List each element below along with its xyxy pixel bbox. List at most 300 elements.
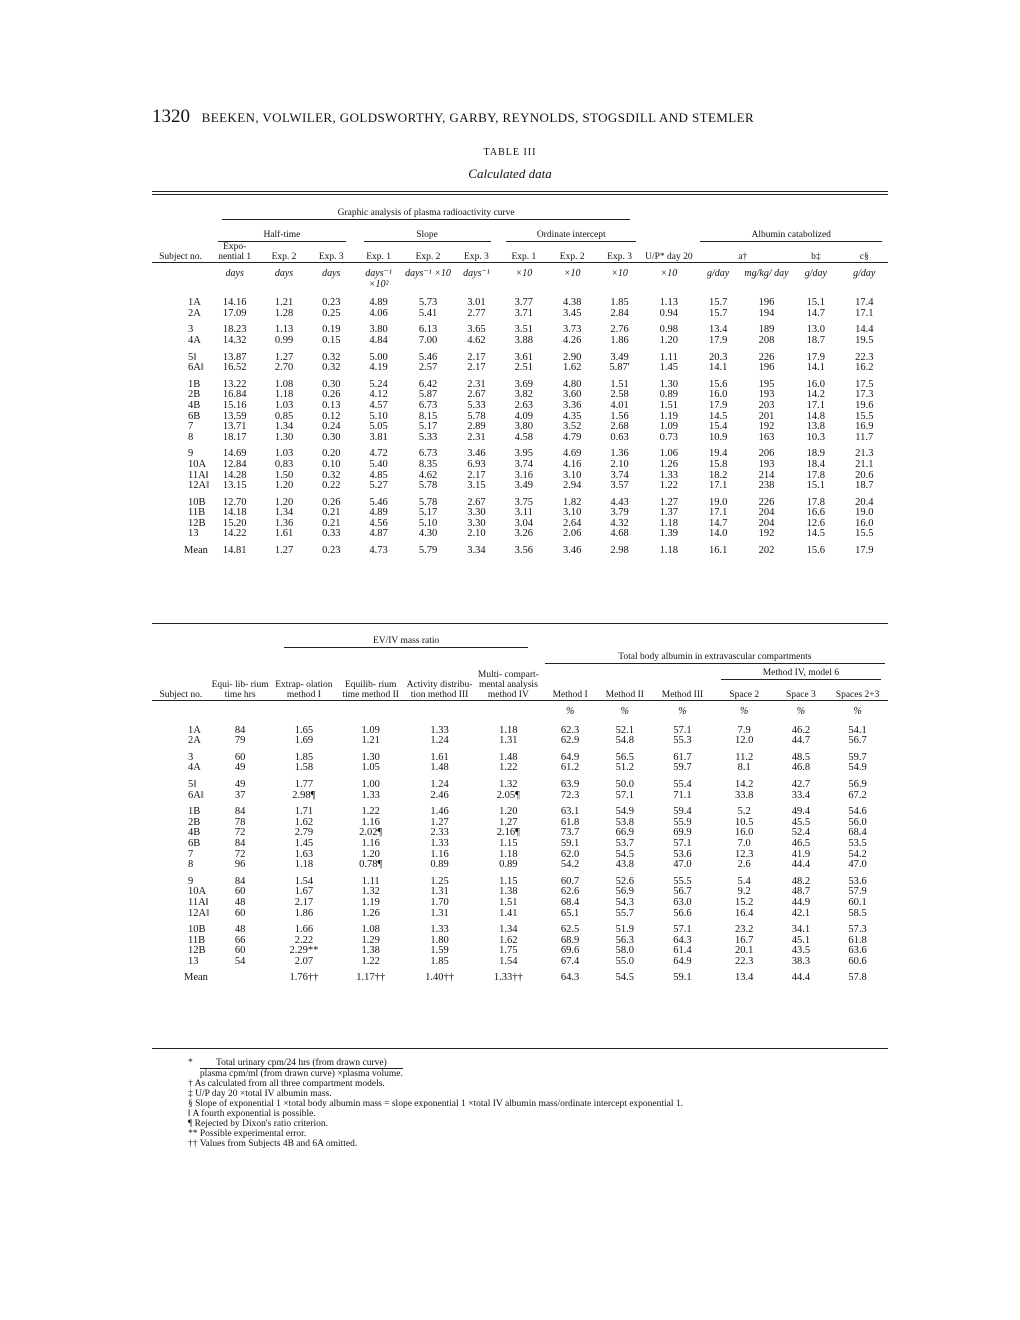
value-cell: 8.35	[418, 458, 438, 470]
value-cell: 1.80	[430, 934, 449, 946]
value-cell: 1.21	[274, 297, 294, 309]
value-cell: 66	[234, 934, 246, 946]
col-space-3: Space 3	[785, 690, 816, 700]
value-cell: 14.2	[735, 778, 754, 790]
value-cell: 57.1	[673, 924, 692, 936]
plasma-curve-body	[152, 263, 888, 557]
subject-cell: 10B	[188, 496, 206, 508]
value-cell: 60	[234, 751, 246, 763]
value-cell: 1.36	[274, 517, 294, 529]
value-cell: 13.22	[222, 378, 247, 390]
value-cell: 58.0	[615, 945, 634, 957]
subject-cell: 11B	[188, 934, 206, 946]
col-activity-distribution: Activity distribu- tion method III	[406, 680, 473, 700]
value-cell: 4.38	[563, 297, 582, 309]
value-cell: 1.34	[499, 924, 518, 936]
subject-cell: 6B	[188, 837, 201, 849]
value-cell: 33.8	[735, 789, 754, 801]
value-cell: 5.46	[369, 496, 388, 508]
value-cell: 21.1	[855, 458, 874, 470]
value-cell: 21.3	[855, 448, 874, 460]
value-cell: 4.09	[514, 410, 534, 422]
unit-cell: g/day	[804, 268, 827, 279]
col-method-1: Method I	[552, 690, 588, 700]
table-row	[152, 336, 888, 347]
value-cell: 6.42	[418, 378, 438, 390]
value-cell: 1.15	[499, 837, 518, 849]
value-cell: 3.81	[369, 431, 388, 443]
subject-cell: 11A‖	[188, 896, 209, 908]
value-cell: 48.5	[791, 751, 811, 763]
table-row	[152, 481, 888, 492]
subject-cell: 1B	[188, 378, 201, 390]
value-cell: 15.5	[855, 410, 874, 422]
value-cell: 61.4	[673, 945, 692, 957]
value-cell: 5.87	[418, 389, 438, 401]
value-cell: 0.20	[322, 448, 341, 460]
value-cell: 15.5	[855, 528, 874, 540]
value-cell: 1.59	[430, 945, 449, 957]
subject-cell: Mean	[184, 545, 208, 557]
value-cell: 1.28	[274, 307, 294, 319]
subject-cell: 2B	[188, 816, 201, 828]
value-cell: 20.1	[735, 945, 754, 957]
value-cell: 18.7	[806, 334, 826, 346]
value-cell: 1.65	[294, 724, 314, 736]
footnote-line: ‖ A fourth exponential is possible.	[188, 1109, 316, 1119]
mid-rule	[152, 623, 888, 624]
value-cell: 72	[234, 827, 246, 839]
value-cell: 60	[234, 907, 246, 919]
value-cell: 1.31	[430, 907, 449, 919]
value-cell: 62.3	[560, 724, 580, 736]
value-cell: 34.1	[791, 924, 811, 936]
value-cell: 16.9	[855, 421, 874, 433]
value-cell: 15.2	[735, 896, 754, 908]
footnote-line: ¶ Rejected by Dixon's ratio criterion.	[188, 1119, 329, 1129]
col-method-3: Method III	[661, 690, 704, 700]
value-cell: 1.34	[274, 421, 294, 433]
subject-cell: 1A	[188, 724, 201, 736]
value-cell: 1.70	[430, 896, 449, 908]
col-a: a†	[738, 252, 748, 262]
value-cell: 2.02¶	[359, 827, 383, 839]
value-cell: 84	[234, 875, 246, 887]
value-cell: 1.05	[361, 762, 380, 774]
value-cell: 44.7	[791, 735, 811, 747]
value-cell: 54.3	[615, 896, 634, 908]
value-cell: 4.72	[369, 448, 388, 460]
value-cell: 3.77	[514, 297, 534, 309]
value-cell: 5.41	[418, 307, 438, 319]
table-row	[152, 860, 888, 871]
value-cell: 1.26	[361, 907, 380, 919]
unit-cell: %	[853, 706, 862, 717]
value-cell: 2.33	[430, 827, 449, 839]
value-cell: 2.67	[467, 496, 486, 508]
ordinate-group-header: Ordinate intercept	[506, 230, 636, 242]
value-cell: 1.09	[659, 421, 679, 433]
table-row	[152, 309, 888, 320]
authors: BEEKEN, VOLWILER, GOLDSWORTHY, GARBY, REYNOLDS, STOGSDILL AND STEMLER	[201, 110, 755, 125]
value-cell: 60	[234, 945, 246, 957]
value-cell: 15.7	[708, 297, 728, 309]
value-cell: 1.18	[659, 517, 679, 529]
value-cell: 3.15	[467, 480, 486, 492]
col-slope-exp3: Exp. 3	[464, 252, 489, 262]
value-cell: 3.80	[514, 421, 534, 433]
value-cell: 1.27	[430, 816, 449, 828]
value-cell: 12.70	[222, 496, 247, 508]
value-cell: 0.12	[322, 410, 341, 422]
value-cell: 1.34	[274, 507, 294, 519]
value-cell: 13.8	[806, 421, 826, 433]
bottom-rule	[152, 1048, 888, 1049]
value-cell: 62.9	[560, 735, 580, 747]
value-cell: 57.9	[848, 886, 867, 898]
value-cell: 1.27	[659, 496, 679, 508]
table-row	[152, 898, 888, 909]
value-cell: 5.73	[418, 297, 438, 309]
value-cell: 50.0	[615, 778, 634, 790]
value-cell: 1.30	[659, 378, 679, 390]
value-cell: 44.4	[791, 859, 811, 871]
value-cell: 69.9	[673, 827, 692, 839]
value-cell: 67.4	[560, 955, 580, 967]
value-cell: 59.4	[673, 806, 692, 818]
value-cell: 4.19	[369, 362, 388, 374]
value-cell: 18.2	[708, 469, 728, 481]
graphic-analysis-group-header: Graphic analysis of plasma radioactivity curve	[222, 208, 630, 220]
value-cell: 56.7	[673, 886, 692, 898]
value-cell: 53.6	[673, 848, 692, 860]
unit-cell: g/day	[853, 268, 876, 279]
value-cell: 68.9	[560, 934, 580, 946]
value-cell: 14.16	[222, 297, 247, 309]
value-cell: 4.89	[369, 507, 388, 519]
unit-cell: %	[620, 706, 629, 717]
value-cell: 57.3	[848, 924, 867, 936]
value-cell: 48	[234, 896, 246, 908]
col-equilibrium-method: Equilib- rium time method II	[342, 680, 399, 700]
subject-cell: 6A‖	[188, 362, 204, 374]
value-cell: 44.4	[791, 972, 811, 984]
value-cell: 3.88	[514, 334, 534, 346]
value-cell: 0.89	[430, 859, 449, 871]
value-cell: 0.30	[322, 431, 341, 443]
value-cell: 5.24	[369, 378, 388, 390]
value-cell: 1.85	[430, 955, 449, 967]
value-cell: 7.0	[737, 837, 751, 849]
extravascular-table	[152, 636, 888, 984]
unit-cell: days⁻¹ ×10	[405, 268, 451, 279]
value-cell: 2.31	[467, 378, 486, 390]
unit-cell: days	[322, 268, 341, 279]
value-cell: 2.90	[563, 351, 582, 363]
value-cell: 84	[234, 806, 246, 818]
table-row	[152, 828, 888, 839]
value-cell: 44.9	[791, 896, 811, 908]
value-cell: 3.04	[514, 517, 534, 529]
value-cell: 7.9	[737, 724, 751, 736]
value-cell: 1.18	[499, 848, 518, 860]
value-cell: 1.00	[361, 778, 380, 790]
value-cell: 60.7	[560, 875, 580, 887]
value-cell: 3.75	[514, 496, 534, 508]
value-cell: 64.3	[560, 972, 580, 984]
table-row	[152, 401, 888, 412]
value-cell: 65.1	[560, 907, 580, 919]
value-cell: 201	[758, 410, 775, 422]
value-cell: 4.85	[369, 469, 388, 481]
value-cell: 16.0	[855, 517, 874, 529]
value-cell: 11.2	[735, 751, 754, 763]
value-cell: 15.7	[708, 307, 728, 319]
value-cell: 60	[234, 886, 246, 898]
col-multicompartmental: Multi- compart- mental analysis method IV	[477, 670, 539, 700]
subject-cell: 7	[188, 421, 194, 433]
value-cell: 0.32	[322, 469, 341, 481]
value-cell: 1.31	[499, 735, 518, 747]
value-cell: 1.19	[659, 410, 679, 422]
value-cell: 2.17	[467, 351, 486, 363]
value-cell: 17.5	[855, 378, 874, 390]
value-cell: 194	[758, 307, 775, 319]
value-cell: 78	[234, 816, 246, 828]
table-row	[152, 492, 888, 509]
value-cell: 53.5	[848, 837, 867, 849]
value-cell: 0.33	[322, 528, 341, 540]
subject-cell: 12B	[188, 517, 206, 529]
value-cell: 1.36	[610, 448, 629, 460]
value-cell: 2.58	[610, 389, 629, 401]
value-cell: 12.6	[806, 517, 826, 529]
value-cell: 43.5	[791, 945, 811, 957]
value-cell: 1.58	[294, 762, 314, 774]
value-cell: 4.68	[610, 528, 629, 540]
value-cell: 14.69	[222, 448, 247, 460]
col-b: b‡	[811, 252, 821, 262]
value-cell: 16.0	[708, 389, 728, 401]
unit-cell: days⁻¹	[463, 268, 490, 279]
table-row	[152, 791, 888, 802]
unit-cell	[475, 701, 542, 720]
value-cell: 17.1	[708, 507, 728, 519]
value-cell: 0.19	[322, 324, 341, 336]
value-cell: 22.3	[735, 955, 754, 967]
value-cell: 18.17	[222, 431, 247, 443]
value-cell: 1.22	[361, 806, 380, 818]
value-cell: 4.80	[563, 378, 582, 390]
value-cell: 14.7	[708, 517, 728, 529]
value-cell: 15.1	[806, 480, 826, 492]
method4-group-header: Method IV, model 6	[721, 668, 881, 680]
subject-cell: 2A	[188, 307, 201, 319]
value-cell: 14.1	[708, 362, 728, 374]
value-cell: 1.61	[274, 528, 294, 540]
value-cell: 66.9	[615, 827, 634, 839]
value-cell: 58.5	[848, 907, 867, 919]
value-cell: 84	[234, 724, 246, 736]
value-cell: 9.2	[737, 886, 751, 898]
value-cell: 11.7	[855, 431, 874, 443]
value-cell: 0.21	[322, 507, 341, 519]
value-cell: 1.13	[659, 297, 679, 309]
value-cell: 64.9	[560, 751, 580, 763]
value-cell: 1.51	[659, 399, 679, 411]
value-cell: 0.21	[322, 517, 341, 529]
value-cell: 47.0	[848, 859, 867, 871]
unit-cell: %	[678, 706, 687, 717]
table-title: Calculated data	[468, 166, 552, 181]
value-cell: 1.08	[361, 924, 380, 936]
col-subject-2: Subject no.	[159, 690, 203, 700]
value-cell: 3.45	[563, 307, 582, 319]
value-cell: 64.9	[673, 955, 692, 967]
value-cell: 53.8	[615, 816, 634, 828]
value-cell: 1.11	[659, 351, 678, 363]
unit-cell	[270, 701, 337, 720]
value-cell: 62.0	[560, 848, 580, 860]
value-cell: 4.79	[563, 431, 582, 443]
value-cell: 2.63	[514, 399, 534, 411]
value-cell: 79	[234, 735, 246, 747]
units-row	[152, 263, 888, 292]
col-exponential: Expo- nential 1	[218, 242, 252, 262]
table-row	[152, 774, 888, 791]
subject-cell: 4A	[188, 334, 201, 346]
value-cell: 4.01	[610, 399, 629, 411]
value-cell: 64.3	[673, 934, 692, 946]
value-cell: 5.33	[467, 399, 486, 411]
value-cell: 38.3	[791, 955, 811, 967]
value-cell: 1.16	[430, 848, 449, 860]
value-cell: 12.84	[222, 458, 247, 470]
value-cell: 3.79	[610, 507, 629, 519]
value-cell: 1.18	[499, 724, 518, 736]
value-cell: 0.13	[322, 399, 341, 411]
value-cell: 14.7	[806, 307, 826, 319]
value-cell: 5.17	[418, 421, 438, 433]
unit-cell: ×10	[660, 268, 678, 279]
value-cell: 0.26	[322, 496, 341, 508]
top-rule-2	[152, 194, 888, 195]
value-cell: 14.28	[222, 469, 247, 481]
value-cell: 61.2	[560, 762, 580, 774]
value-cell: 2.17	[467, 362, 486, 374]
value-cell: 0.26	[322, 389, 341, 401]
value-cell: 2.17	[467, 469, 486, 481]
value-cell: 6.73	[418, 399, 438, 411]
unit-cell: ×10	[611, 268, 628, 279]
value-cell: 49	[234, 762, 246, 774]
value-cell: 1.22	[499, 762, 518, 774]
value-cell: 3.01	[467, 297, 486, 309]
value-cell: 15.8	[708, 458, 728, 470]
value-cell: 69.6	[560, 945, 580, 957]
albumin-group-header: Albumin catabolized	[700, 230, 882, 242]
value-cell: 56.5	[615, 751, 634, 763]
value-cell: 8.1	[737, 762, 751, 774]
value-cell: 2.05¶	[496, 789, 520, 801]
value-cell: 53.7	[615, 837, 634, 849]
value-cell: 189	[758, 324, 775, 336]
value-cell: 204	[758, 507, 775, 519]
value-cell: 192	[758, 528, 775, 540]
value-cell: 226	[758, 496, 775, 508]
col-method-2: Method II	[605, 690, 644, 700]
value-cell: 54.9	[848, 762, 867, 774]
value-cell: 14.8	[806, 410, 826, 422]
value-cell: 1.75	[499, 945, 518, 957]
value-cell: 46.8	[791, 762, 811, 774]
value-cell: 3.74	[514, 458, 534, 470]
value-cell: 17.9	[708, 334, 728, 346]
value-cell: 3.49	[610, 351, 629, 363]
value-cell: 14.5	[806, 528, 826, 540]
value-cell: 0.23	[322, 297, 341, 309]
value-cell: 4.84	[369, 334, 388, 346]
value-cell: 4.69	[563, 448, 582, 460]
value-cell: 10.5	[735, 816, 754, 828]
value-cell: 2.6	[737, 859, 751, 871]
value-cell: 54.5	[615, 848, 634, 860]
value-cell: 63.9	[560, 778, 580, 790]
subject-cell: 12B	[188, 945, 206, 957]
value-cell: 3.10	[563, 469, 582, 481]
value-cell: 1.06	[659, 448, 679, 460]
value-cell: 1.11	[361, 875, 380, 887]
value-cell: 15.20	[222, 517, 247, 529]
value-cell: 3.46	[467, 448, 486, 460]
value-cell: 3.60	[563, 389, 582, 401]
value-cell: 1.03	[274, 399, 294, 411]
subject-cell: 8	[188, 431, 194, 443]
value-cell: 1.86	[610, 334, 629, 346]
value-cell: 163	[758, 431, 775, 443]
value-cell: 0.89	[659, 389, 679, 401]
value-cell: 96	[234, 859, 246, 871]
value-cell: 17.9	[708, 399, 728, 411]
value-cell: 59.7	[848, 751, 867, 763]
unit-cell	[152, 701, 210, 720]
value-cell: 51.2	[615, 762, 634, 774]
value-cell: 4.58	[514, 431, 534, 443]
value-cell: 68.4	[848, 827, 867, 839]
value-cell: 17.09	[222, 307, 247, 319]
value-cell: 0.23	[322, 545, 341, 557]
value-cell: 0.73	[659, 431, 679, 443]
value-cell: 0.78¶	[359, 859, 383, 871]
value-cell: 6.93	[467, 458, 486, 470]
col-halftime-exp3: Exp. 3	[318, 252, 344, 262]
subject-cell: 9	[188, 875, 194, 887]
value-cell: 3.71	[514, 307, 534, 319]
value-cell: 1.37	[659, 507, 679, 519]
table-row	[152, 433, 888, 444]
col-subject: Subject no.	[159, 252, 202, 262]
value-cell: 8.15	[418, 410, 438, 422]
value-cell: 57.1	[615, 789, 634, 801]
value-cell: 2.29**	[289, 945, 319, 957]
value-cell: 45.1	[791, 934, 811, 946]
subject-cell: 5‖	[188, 778, 197, 790]
value-cell: 56.7	[848, 735, 867, 747]
value-cell: 61.8	[560, 816, 580, 828]
value-cell: 59.7	[673, 762, 692, 774]
value-cell: 1.48	[499, 751, 518, 763]
value-cell: 4.12	[369, 389, 388, 401]
